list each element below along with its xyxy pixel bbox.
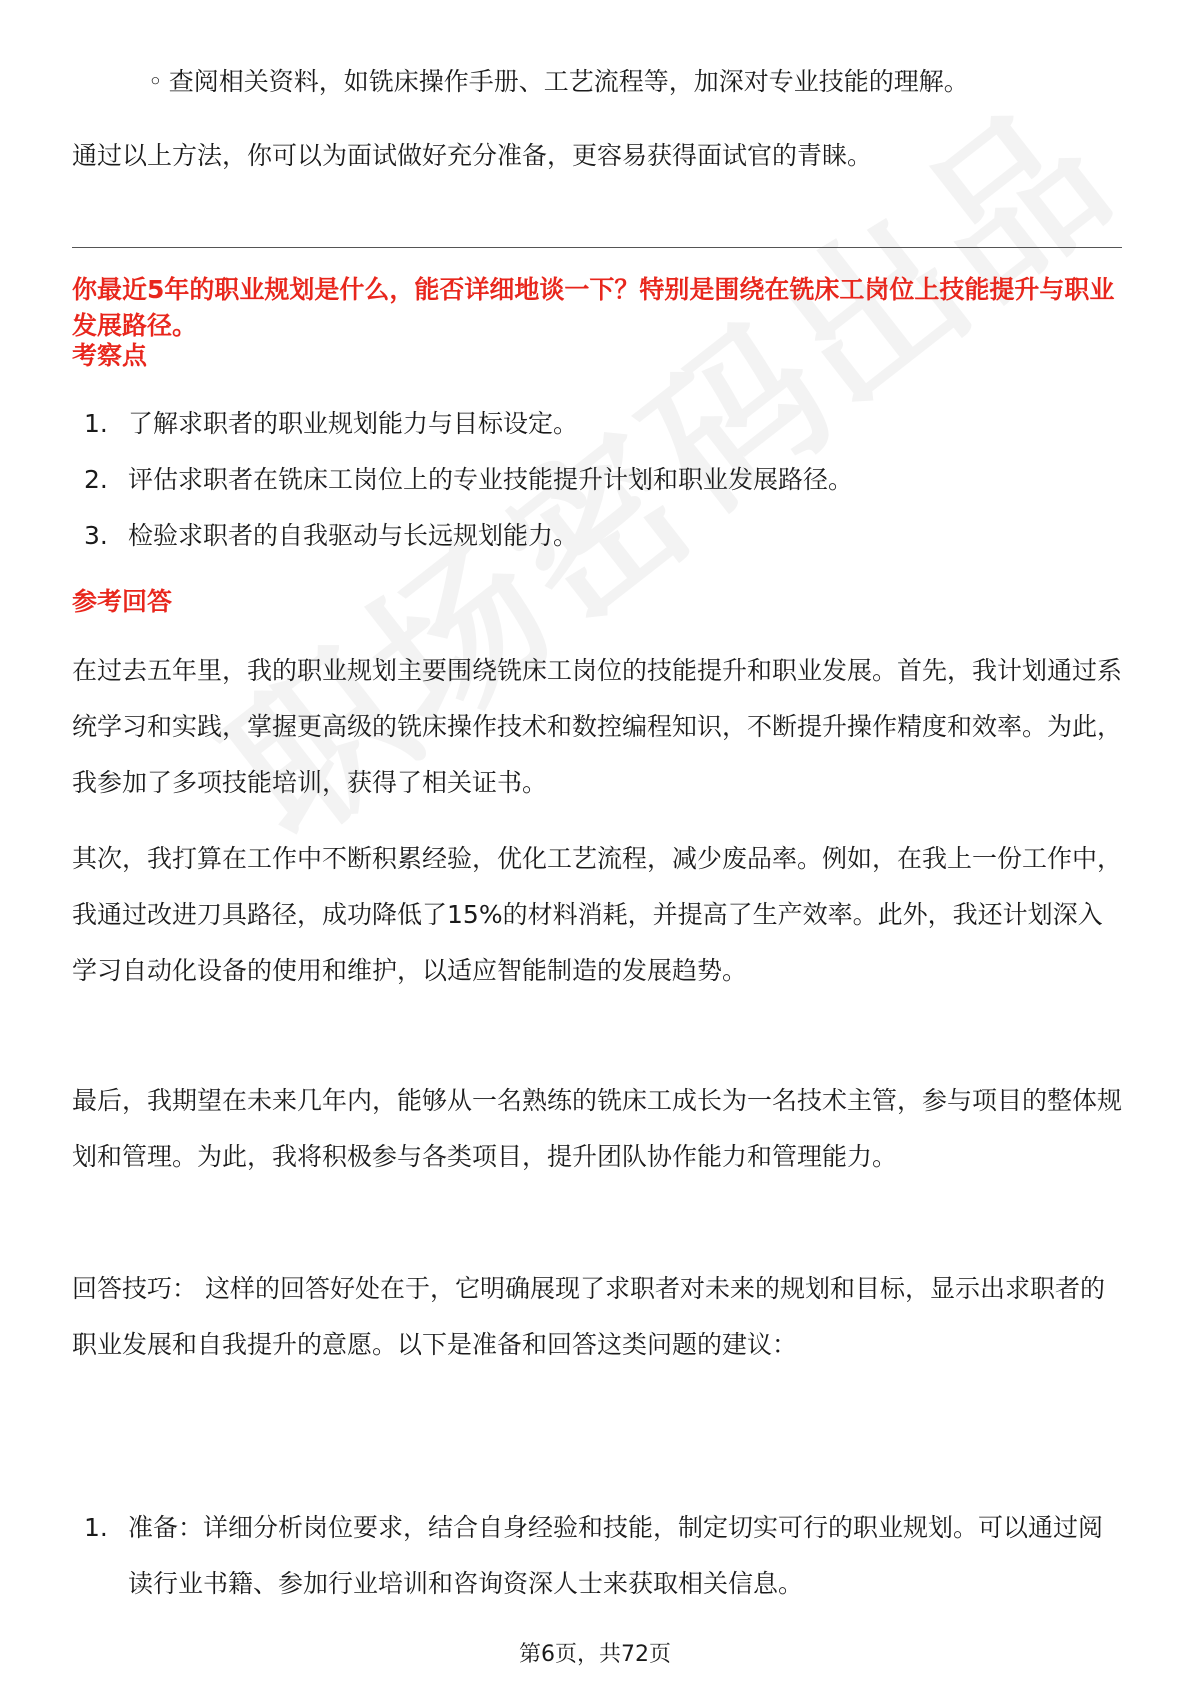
answer-paragraph-2: 其次，我打算在工作中不断积累经验，优化工艺流程，减少废品率。例如，在我上一份工作中，我通过改进刀具路径，成功降低了15%的材料消耗，并提高了生产效率。此外，我还计划深入学习自动化设备的使用和维护，以适应智能制造的发展趋势。 (72, 844, 1123, 985)
list-item-text: 评估求职者在铣床工岗位上的专业技能提升计划和职业发展路径。 (128, 465, 854, 494)
list-number: 2. (84, 465, 108, 494)
list-number: 1. (84, 1513, 108, 1542)
closing-paragraph: 通过以上方法，你可以为面试做好充分准备，更容易获得面试官的青睐。 (72, 141, 873, 170)
list-item (84, 508, 1124, 564)
list-item (84, 452, 1124, 508)
list-number: 3. (84, 521, 108, 550)
answer-paragraph-3: 最后，我期望在未来几年内，能够从一名熟练的铣床工成长为一名技术主管，参与项目的整体规划和管理。为此，我将积极参与各类项目，提升团队协作能力和管理能力。 (72, 1086, 1123, 1171)
tips-paragraph: 回答技巧： 这样的回答好处在于，它明确展现了求职者对未来的规划和目标，显示出求职者的职业发展和自我提升的意愿。以下是准备和回答这类问题的建议： (72, 1274, 1105, 1359)
list-number: 1. (84, 409, 108, 438)
question-heading: 你最近5年的职业规划是什么，能否详细地谈一下？特别是围绕在铣床工岗位上技能提升与职业发展路径。 (72, 275, 1115, 340)
page-footer: 第6页，共72页 (519, 1642, 671, 1667)
list-item-text: 准备：详细分析岗位要求，结合自身经验和技能，制定切实可行的职业规划。可以通过阅读行业书籍、参加行业培训和咨询资深人士来获取相关信息。 (128, 1513, 1104, 1598)
list-item (84, 396, 1124, 452)
sub-bullet-item (148, 62, 1108, 102)
kaocha-heading: 考察点 (72, 341, 148, 370)
list-item-text: 检验求职者的自我驱动与长远规划能力。 (128, 521, 579, 550)
answer-heading: 参考回答 (72, 587, 173, 616)
list-item-text: 了解求职者的职业规划能力与目标设定。 (128, 409, 579, 438)
sub-bullet-text: 查阅相关资料，如铣床操作手册、工艺流程等，加深对专业技能的理解。 (168, 67, 969, 96)
kaocha-list (84, 396, 1124, 564)
tips-list-item (84, 1500, 1124, 1612)
answer-paragraph-1: 在过去五年里，我的职业规划主要围绕铣床工岗位的技能提升和职业发展。首先，我计划通过系统学习和实践，掌握更高级的铣床操作技术和数控编程知识，不断提升操作精度和效率。为此，我参加了多项技能培训，获得了相关证书。 (72, 656, 1123, 797)
hollow-bullet-icon: ◦ (148, 67, 163, 96)
section-divider (72, 247, 1122, 248)
